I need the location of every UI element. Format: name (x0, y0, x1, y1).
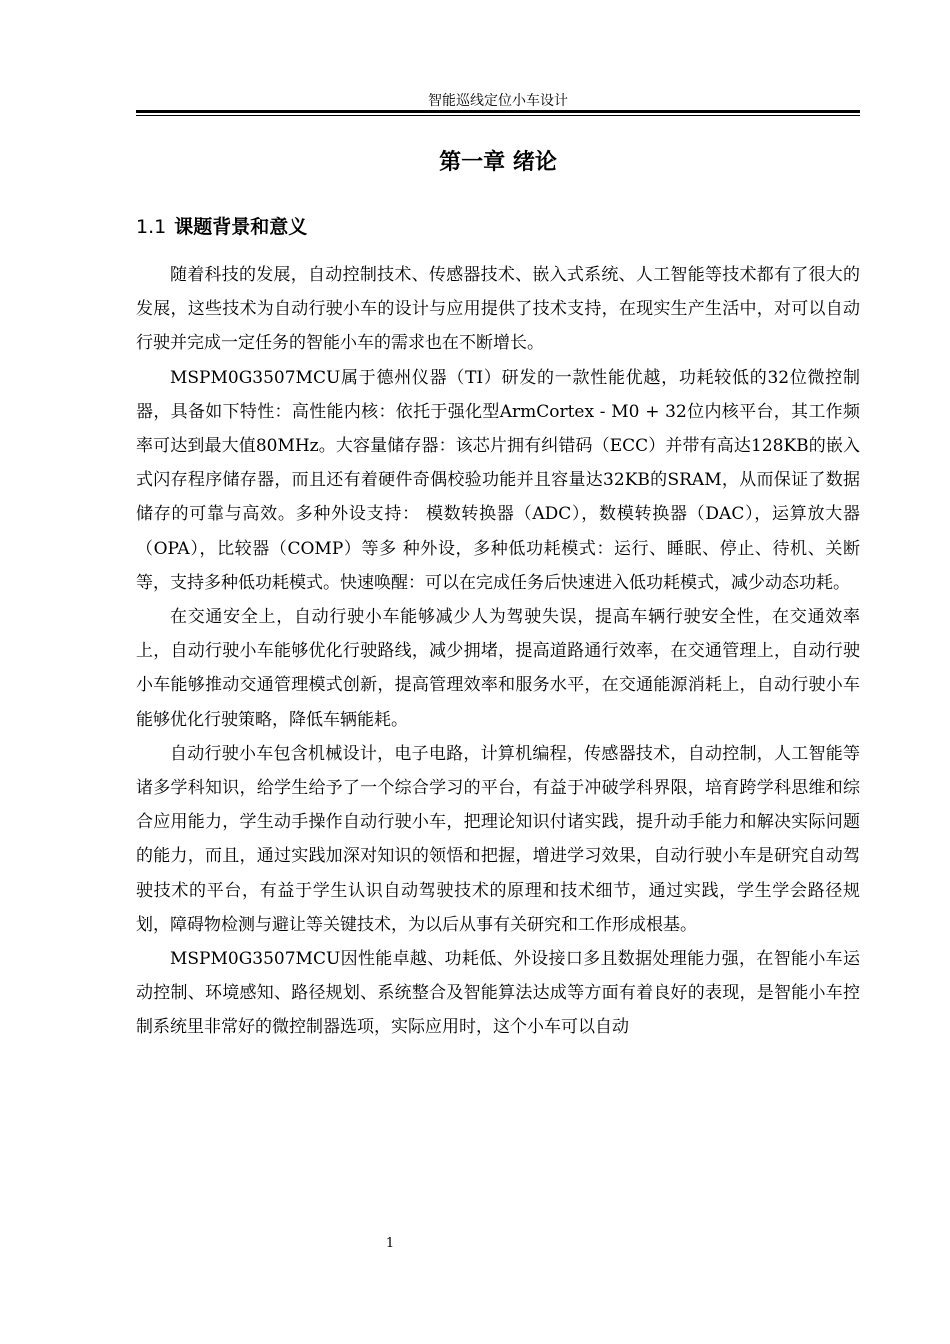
paragraph-1: 随着科技的发展，自动控制技术、传感器技术、嵌入式系统、人工智能等技术都有了很大的发展，这些技术为自动行驶小车的设计与应用提供了技术支持，在现实生产生活中，对可以自动行驶并完成一定任务的智能小车的需求也在不断增长。 (136, 265, 860, 354)
body-text (136, 258, 860, 1045)
paragraph-3: 在交通安全上，自动行驶小车能够减少人为驾驶失误，提高车辆行驶安全性，在交通效率上，自动行驶小车能够优化行驶路线，减少拥堵，提高道路通行效率，在交通管理上，自动行驶小车能够推动交通管理模式创新，提高管理效率和服务水平，在交通能源消耗上，自动行驶小车能够优化行驶策略，降低车辆能耗。 (136, 607, 860, 730)
running-header: 智能巡线定位小车设计 (428, 93, 568, 109)
paragraph-5: MSPM0G3507MCU因性能卓越、功耗低、外设接口多且数据处理能力强，在智能小车运动控制、环境感知、路径规划、系统整合及智能算法达成等方面有着良好的表现，是智能小车控制系统里非常好的微控制器选项，实际应用时，这个小车可以自动 (136, 949, 860, 1038)
header-rule-thin (136, 115, 860, 116)
header-rule (136, 110, 860, 113)
section-heading (136, 214, 307, 240)
page-number: 1 (385, 1236, 395, 1251)
paragraph-4: 自动行驶小车包含机械设计，电子电路，计算机编程，传感器技术，自动控制，人工智能等诸多学科知识，给学生给予了一个综合学习的平台，有益于冲破学科界限，培育跨学科思维和综合应用能力，学生动手操作自动行驶小车，把理论知识付诸实践，提升动手能力和解决实际问题的能力，而且，通过实践加深对知识的领悟和把握，增进学习效果，自动行驶小车是研究自动驾驶技术的平台，有益于学生认识自动驾驶技术的原理和技术细节，通过实践，学生学会路径规划，障碍物检测与避让等关键技术，为以后从事有关研究和工作形成根基。 (136, 743, 860, 935)
chapter-title: 第一章 绪论 (439, 150, 557, 175)
paragraph-2: MSPM0G3507MCU属于德州仪器（TI）研发的一款性能优越，功耗较低的32位微控制器，具备如下特性：高性能内核：依托于强化型ArmCortex - M0 + 32位内核平台，其工作频率可达到最大值80MHz。大容量储存器：该芯片拥有纠错码（ECC）并带有高达128KB的嵌入式闪存程序储存器，而且还有着硬件奇偶校验功能并且容量达32KB的SRAM，从而保证了数据储存的可靠与高效。多种外设支持： 模数转换器（ADC），数模转换器（DAC），运算放大器（OPA），比较器（COMP）等多 种外设，多种低功耗模式：运行、睡眠、停止、待机、关断等，支持多种低功耗模式。快速唤醒：可以在完成任务后快速进入低功耗模式，减少动态功耗。 (136, 367, 861, 593)
section-title: 课题背景和意义 (174, 216, 308, 238)
section-number: 1.1 (136, 216, 167, 238)
